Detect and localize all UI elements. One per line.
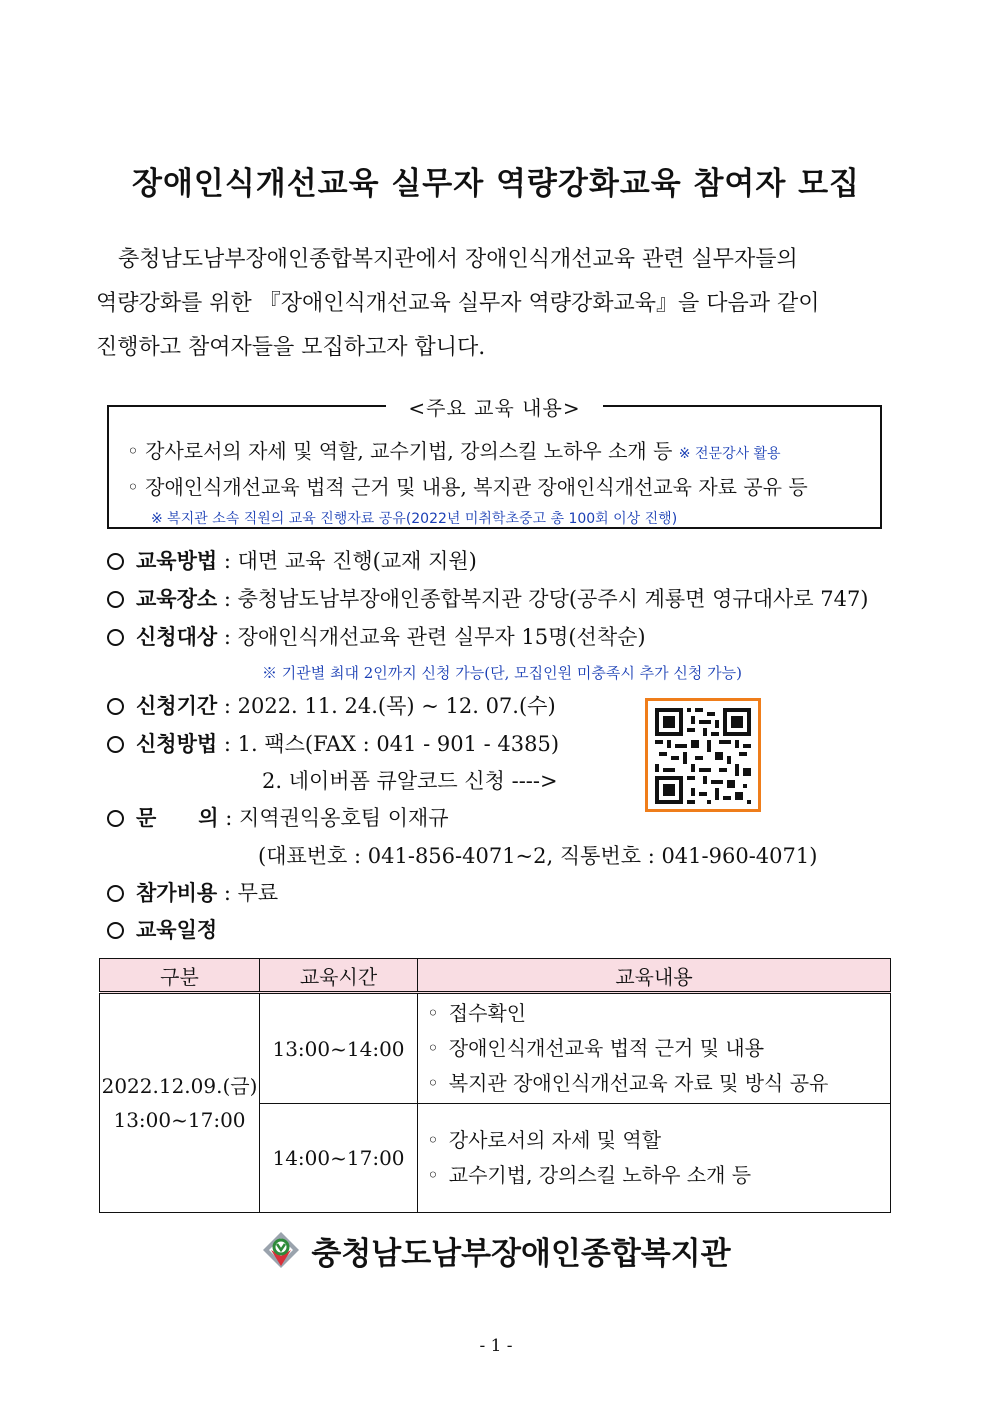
list-item: ◦ 장애인식개선교육 법적 근거 및 내용 xyxy=(427,1031,889,1066)
schedule-date-cell: 2022.12.09.(금) 13:00~17:00 xyxy=(100,993,260,1213)
content-footnote: ※ 복지관 소속 직원의 교육 진행자료 공유(2022년 미취학초중고 총 100회 이상 진행) xyxy=(151,511,678,527)
list-item: ◦ 강사로서의 자세 및 역할 xyxy=(427,1123,889,1158)
info-contact: 문 의 : 지역권익옹호팀 이재규 xyxy=(107,802,449,832)
qr-code-icon xyxy=(655,708,751,804)
apply-qr-text: 2. 네이버폼 큐알코드 신청 ----> xyxy=(262,769,558,793)
page-title: 장애인식개선교육 실무자 역량강화교육 참여자 모집 xyxy=(132,166,860,202)
info-target: 신청대상 : 장애인식개선교육 관련 실무자 15명(선착순) xyxy=(107,621,646,651)
info-fee: 참가비용 : 무료 xyxy=(107,877,278,907)
header-time: 교육시간 xyxy=(260,959,418,993)
circle-bullet-icon xyxy=(107,922,124,939)
info-method: 교육방법 : 대면 교육 진행(교재 지원) xyxy=(107,545,477,575)
page-number: - 1 - xyxy=(479,1336,513,1356)
intro-paragraph xyxy=(96,238,896,370)
circle-bullet-icon xyxy=(107,698,124,715)
circle-bullet-icon xyxy=(107,629,124,646)
circle-bullet-icon xyxy=(107,810,124,827)
info-place: 교육장소 : 충청남도남부장애인종합복지관 강당(공주시 계룡면 영규대사로 747) xyxy=(107,583,869,613)
footer-org: 충청남도남부장애인종합복지관 xyxy=(0,1228,992,1278)
list-item: ◦ 접수확인 xyxy=(427,996,889,1031)
content-item-note: ※ 전문강사 활용 xyxy=(678,446,781,462)
session-time: 13:00~14:00 xyxy=(260,993,418,1104)
list-item: ◦ 복지관 장애인식개선교육 자료 및 방식 공유 xyxy=(427,1066,889,1101)
circle-bullet-icon xyxy=(107,553,124,570)
info-apply: 신청방법 : 1. 팩스(FAX : 041 - 901 - 4385) xyxy=(107,728,559,758)
circle-bullet-icon xyxy=(107,736,124,753)
intro-line: 진행하고 참여자들을 모집하고자 합니다. xyxy=(96,335,486,360)
circle-bullet-icon xyxy=(107,885,124,902)
main-content-box xyxy=(107,396,882,529)
session-time: 14:00~17:00 xyxy=(260,1104,418,1213)
session-content xyxy=(418,1104,891,1213)
content-item: ◦ 장애인식개선교육 법적 근거 및 내용, 복지관 장애인식개선교육 자료 공유 등 xyxy=(127,475,808,499)
circle-bullet-icon xyxy=(107,591,124,608)
intro-line: 역량강화를 위한 『장애인식개선교육 실무자 역량강화교육』을 다음과 같이 xyxy=(96,291,820,316)
box-title: <주요 교육 내용> xyxy=(386,396,602,420)
info-schedule-label: 교육일정 xyxy=(107,914,217,944)
schedule-table xyxy=(99,958,891,1213)
qr-code[interactable] xyxy=(645,698,761,812)
header-content: 교육내용 xyxy=(418,959,891,993)
header-category: 구분 xyxy=(100,959,260,993)
list-item: ◦ 교수기법, 강의스킬 노하우 소개 등 xyxy=(427,1158,889,1193)
info-period: 신청기간 : 2022. 11. 24.(목) ~ 12. 07.(수) xyxy=(107,690,556,720)
contact-phone: (대표번호 : 041-856-4071~2, 직통번호 : 041-960-4071) xyxy=(258,844,818,868)
table-row xyxy=(100,993,891,1104)
welfare-center-logo-icon xyxy=(261,1230,301,1278)
session-content xyxy=(418,993,891,1104)
schedule-header-row xyxy=(100,959,891,993)
content-item: ◦ 강사로서의 자세 및 역할, 교수기법, 강의스킬 노하우 소개 등 ※ 전문강사 활용 xyxy=(127,439,781,463)
target-note: ※ 기관별 최대 2인까지 신청 가능(단, 모집인원 미충족시 추가 신청 가능) xyxy=(262,664,742,682)
intro-line: 충청남도남부장애인종합복지관에서 장애인식개선교육 관련 실무자들의 xyxy=(96,247,798,272)
